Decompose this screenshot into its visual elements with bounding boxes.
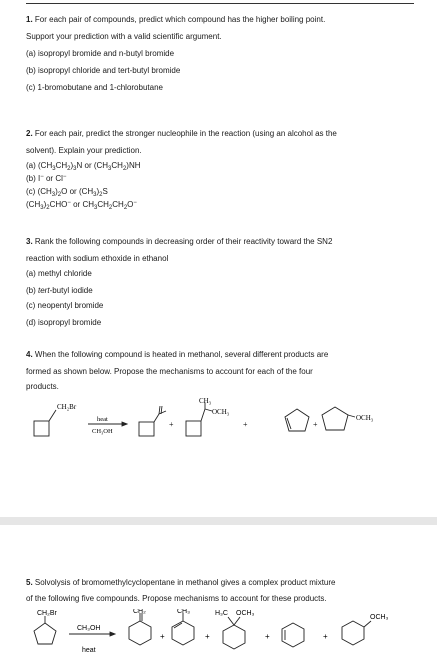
q5-och3-label-1: OCH₃ — [236, 610, 255, 617]
q5-ch2br-label: CH₂Br — [37, 610, 57, 617]
q2-c-prefix: (c) — [26, 187, 38, 196]
q3-option-a: (a) methyl chloride — [26, 269, 92, 278]
q3-option-b — [26, 285, 421, 297]
q2-option-b: (b) I− or Cl− — [26, 174, 67, 183]
q3-text1: Rank the following compounds in decreasing order of their reactivity toward the SN2 — [34, 237, 333, 246]
q3-option-d: (d) isopropyl bromide — [26, 318, 102, 327]
q5-plus-2: + — [205, 632, 210, 641]
q5-line1 — [26, 577, 421, 589]
q2-d-or: or — [70, 200, 83, 209]
q2-option-a: (a) $(CH_3CH_2)_3N$ or $(CH_3CH_2)NH$ — [26, 161, 141, 172]
q5-ch2-label: CH₂ — [133, 609, 146, 615]
q4-text1: When the following compound is heated in methanol, several different products are — [34, 350, 329, 359]
q3-line1 — [26, 236, 421, 248]
worksheet-page-2 — [0, 525, 437, 670]
q4-line3: products. — [26, 382, 59, 391]
q2-number: 2. — [26, 129, 33, 138]
q5-reagent-heat: heat — [82, 647, 96, 654]
q4-sm-label: CH₂Br — [57, 403, 77, 411]
q2-b-prefix: (b) — [26, 174, 38, 183]
q1-option-b: (b) isopropyl chloride and tert-butyl bromide — [26, 66, 181, 75]
q4-ch3-label: CH₃ — [199, 397, 212, 405]
q1-line2: Support your prediction with a valid scientific argument. — [26, 32, 222, 41]
q4-reagent-heat: heat — [97, 416, 108, 423]
q5-plus-4: + — [323, 632, 328, 641]
q2-c-or: or — [67, 187, 79, 196]
q1-number: 1. — [26, 15, 33, 24]
q5-ch3-label: CH₃ — [177, 609, 190, 615]
q3-line2: reaction with sodium ethoxide in ethanol — [26, 254, 169, 263]
q4-cyclobutane-ring — [34, 421, 49, 436]
q2-option-c: (c) $(CH_3)_2O$ or $(CH_3)_2S$ — [26, 187, 108, 198]
q1-text1: For each pair of compounds, predict which compound has the higher boiling point. — [34, 15, 326, 24]
q5-number: 5. — [26, 578, 33, 587]
q2-option-d: $(CH_3)_2CHO^-$ or $CH_3CH_2CH_2O^-$ — [26, 200, 137, 211]
q4-plus-2: + — [243, 420, 248, 429]
q2-a-prefix: (a) — [26, 161, 38, 170]
q3-number: 3. — [26, 237, 33, 246]
q2-line1 — [26, 128, 421, 140]
q2-b-or: or — [43, 174, 56, 183]
q5-reaction-scheme — [0, 609, 437, 669]
q5-h3c-label: H₃C — [215, 610, 228, 617]
q4-plus-3: + — [313, 420, 318, 429]
q5-line2: of the following five compounds. Propose mechanisms to account for these products. — [26, 594, 327, 603]
q2-a-or: or — [82, 161, 94, 170]
q4-reagent-meoh: CH₃OH — [92, 428, 113, 435]
top-rule — [26, 3, 414, 4]
q4-number: 4. — [26, 350, 33, 359]
q5-och3-label-2: OCH₃ — [370, 614, 389, 621]
q5-text1: Solvolysis of bromomethylcyclopentane in methanol gives a complex product mixture — [34, 578, 336, 587]
q1-option-c: (c) 1-bromobutane and 1-chlorobutane — [26, 83, 163, 92]
q3-option-c: (c) neopentyl bromide — [26, 301, 104, 310]
q3-b-rest: -butyl iodide — [49, 286, 93, 295]
q2-text1: For each pair, predict the stronger nucleophile in the reaction (using an alcohol as the — [34, 129, 337, 138]
q3-b-prefix: (b) — [26, 286, 38, 295]
q4-och3-label-2: OCH₃ — [356, 414, 374, 422]
q4-reaction-scheme — [0, 397, 437, 457]
q1-option-a: (a) isopropyl bromide and n-butyl bromide — [26, 49, 175, 58]
page-gap — [0, 517, 437, 525]
q4-line2: formed as shown below. Propose the mechanisms to account for each of the four — [26, 367, 313, 376]
q4-plus-1: + — [169, 420, 174, 429]
q4-line1 — [26, 349, 421, 361]
q4-och3-label-1: OCH₃ — [212, 408, 230, 416]
q5-plus-1: + — [160, 632, 165, 641]
q1-line1 — [26, 14, 421, 26]
q2-line2: solvent). Explain your prediction. — [26, 146, 142, 155]
q5-reagent-meoh: CH₃OH — [77, 625, 101, 632]
q3-b-italic: tert — [38, 286, 50, 295]
q5-plus-3: + — [265, 632, 270, 641]
